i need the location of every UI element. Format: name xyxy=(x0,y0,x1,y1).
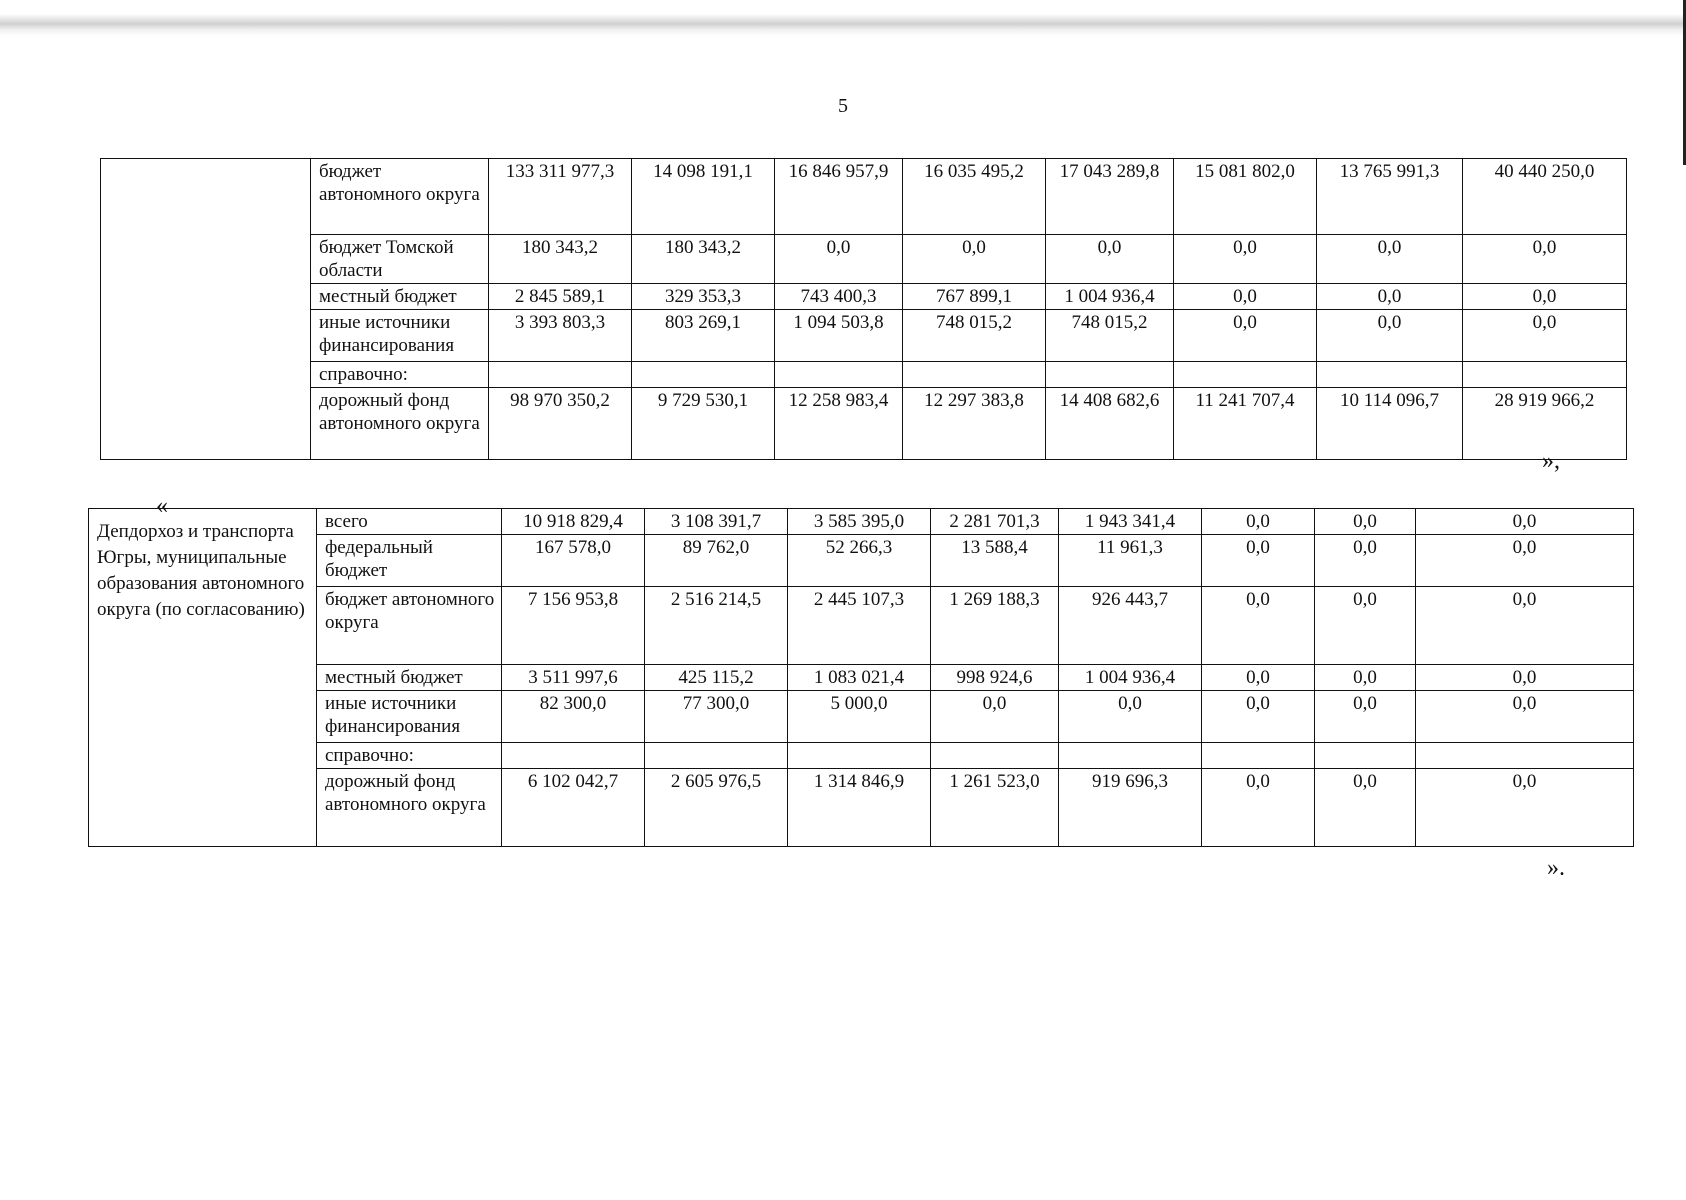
amount-cell: 0,0 xyxy=(1202,691,1315,743)
amount-cell: 82 300,0 xyxy=(502,691,645,743)
table-row xyxy=(89,691,1634,743)
amount-cell: 0,0 xyxy=(1202,665,1315,691)
amount-cell: 0,0 xyxy=(1046,235,1174,284)
amount-cell: 0,0 xyxy=(1416,769,1634,847)
responsible-executor-cell xyxy=(101,159,311,460)
amount-cell xyxy=(489,362,632,388)
amount-cell: 15 081 802,0 xyxy=(1174,159,1317,235)
amount-cell: 28 919 966,2 xyxy=(1463,388,1627,460)
amount-cell: 0,0 xyxy=(931,691,1059,743)
amount-cell: 1 004 936,4 xyxy=(1046,284,1174,310)
amount-cell: 5 000,0 xyxy=(788,691,931,743)
amount-cell: 180 343,2 xyxy=(489,235,632,284)
amount-cell: 0,0 xyxy=(1202,587,1315,665)
amount-cell: 0,0 xyxy=(1202,769,1315,847)
amount-cell: 0,0 xyxy=(1317,284,1463,310)
amount-cell: 11 961,3 xyxy=(1059,535,1202,587)
amount-cell: 425 115,2 xyxy=(645,665,788,691)
funding-source-label: местный бюджет xyxy=(311,284,489,310)
amount-cell: 1 261 523,0 xyxy=(931,769,1059,847)
amount-cell: 3 585 395,0 xyxy=(788,509,931,535)
amount-cell: 1 094 503,8 xyxy=(775,310,903,362)
amount-cell xyxy=(502,743,645,769)
table-row xyxy=(89,665,1634,691)
amount-cell xyxy=(1059,743,1202,769)
funding-source-label: местный бюджет xyxy=(317,665,502,691)
amount-cell: 0,0 xyxy=(1416,691,1634,743)
amount-cell: 0,0 xyxy=(1315,587,1416,665)
funding-source-label: бюджет автономного округа xyxy=(317,587,502,665)
table-row xyxy=(101,310,1627,362)
funding-source-label: иные источники финансирования xyxy=(311,310,489,362)
amount-cell: 0,0 xyxy=(1315,509,1416,535)
funding-source-label: бюджет автономного округа xyxy=(311,159,489,235)
amount-cell: 0,0 xyxy=(1416,535,1634,587)
amount-cell: 10 114 096,7 xyxy=(1317,388,1463,460)
budget-table-continued xyxy=(100,158,1627,460)
amount-cell xyxy=(1315,743,1416,769)
table-row xyxy=(101,235,1627,284)
table-row xyxy=(101,362,1627,388)
amount-cell: 12 258 983,4 xyxy=(775,388,903,460)
table-row xyxy=(101,284,1627,310)
funding-source-label: федеральный бюджет xyxy=(317,535,502,587)
amount-cell: 0,0 xyxy=(1463,310,1627,362)
amount-cell: 3 393 803,3 xyxy=(489,310,632,362)
amount-cell: 9 729 530,1 xyxy=(632,388,775,460)
amount-cell: 0,0 xyxy=(1416,665,1634,691)
amount-cell: 0,0 xyxy=(1315,769,1416,847)
budget-table-depdorkhoz xyxy=(88,508,1634,847)
amount-cell: 0,0 xyxy=(1315,665,1416,691)
amount-cell: 0,0 xyxy=(1174,310,1317,362)
amount-cell: 0,0 xyxy=(1416,587,1634,665)
amount-cell: 0,0 xyxy=(775,235,903,284)
amount-cell: 13 588,4 xyxy=(931,535,1059,587)
amount-cell: 167 578,0 xyxy=(502,535,645,587)
amount-cell: 743 400,3 xyxy=(775,284,903,310)
amount-cell xyxy=(1463,362,1627,388)
amount-cell: 0,0 xyxy=(1202,509,1315,535)
page-number: 5 xyxy=(838,95,848,117)
amount-cell xyxy=(1046,362,1174,388)
amount-cell: 748 015,2 xyxy=(903,310,1046,362)
amount-cell xyxy=(903,362,1046,388)
amount-cell: 0,0 xyxy=(903,235,1046,284)
funding-source-label: всего xyxy=(317,509,502,535)
amount-cell: 1 314 846,9 xyxy=(788,769,931,847)
amount-cell xyxy=(775,362,903,388)
amount-cell xyxy=(645,743,788,769)
table-body xyxy=(101,159,1627,460)
amount-cell xyxy=(1174,362,1317,388)
amount-cell: 14 408 682,6 xyxy=(1046,388,1174,460)
amount-cell: 1 269 188,3 xyxy=(931,587,1059,665)
amount-cell: 0,0 xyxy=(1317,310,1463,362)
amount-cell xyxy=(788,743,931,769)
amount-cell xyxy=(931,743,1059,769)
amount-cell: 2 445 107,3 xyxy=(788,587,931,665)
funding-source-label: справочно: xyxy=(317,743,502,769)
closing-quote-1: », xyxy=(1542,448,1560,474)
amount-cell: 52 266,3 xyxy=(788,535,931,587)
amount-cell: 11 241 707,4 xyxy=(1174,388,1317,460)
amount-cell: 0,0 xyxy=(1202,535,1315,587)
amount-cell: 2 845 589,1 xyxy=(489,284,632,310)
opening-quote: « xyxy=(156,493,168,519)
amount-cell: 3 108 391,7 xyxy=(645,509,788,535)
amount-cell xyxy=(1202,743,1315,769)
amount-cell: 1 083 021,4 xyxy=(788,665,931,691)
scan-edge-top xyxy=(0,14,1686,36)
table-row xyxy=(89,769,1634,847)
amount-cell: 17 043 289,8 xyxy=(1046,159,1174,235)
amount-cell: 16 846 957,9 xyxy=(775,159,903,235)
amount-cell: 0,0 xyxy=(1463,284,1627,310)
funding-source-label: иные источники финансирования xyxy=(317,691,502,743)
table-row xyxy=(101,159,1627,235)
amount-cell: 0,0 xyxy=(1174,284,1317,310)
amount-cell: 12 297 383,8 xyxy=(903,388,1046,460)
amount-cell xyxy=(1317,362,1463,388)
amount-cell: 3 511 997,6 xyxy=(502,665,645,691)
amount-cell: 1 943 341,4 xyxy=(1059,509,1202,535)
responsible-executor-cell: Депдорхоз и транспорта Югры, муниципальные образования автономного округа (по согласованию) xyxy=(89,509,317,847)
amount-cell: 77 300,0 xyxy=(645,691,788,743)
closing-quote-2: ». xyxy=(1547,855,1565,881)
amount-cell xyxy=(1416,743,1634,769)
amount-cell: 0,0 xyxy=(1416,509,1634,535)
amount-cell: 40 440 250,0 xyxy=(1463,159,1627,235)
amount-cell: 748 015,2 xyxy=(1046,310,1174,362)
amount-cell: 2 605 976,5 xyxy=(645,769,788,847)
amount-cell: 89 762,0 xyxy=(645,535,788,587)
amount-cell: 1 004 936,4 xyxy=(1059,665,1202,691)
amount-cell: 6 102 042,7 xyxy=(502,769,645,847)
amount-cell: 133 311 977,3 xyxy=(489,159,632,235)
amount-cell: 2 516 214,5 xyxy=(645,587,788,665)
amount-cell: 329 353,3 xyxy=(632,284,775,310)
amount-cell: 0,0 xyxy=(1059,691,1202,743)
amount-cell: 919 696,3 xyxy=(1059,769,1202,847)
amount-cell: 767 899,1 xyxy=(903,284,1046,310)
table-body xyxy=(89,509,1634,847)
funding-source-label: дорожный фонд автономного округа xyxy=(317,769,502,847)
amount-cell: 98 970 350,2 xyxy=(489,388,632,460)
amount-cell: 10 918 829,4 xyxy=(502,509,645,535)
funding-source-label: справочно: xyxy=(311,362,489,388)
funding-source-label: дорожный фонд автономного округа xyxy=(311,388,489,460)
table-row xyxy=(89,535,1634,587)
amount-cell: 0,0 xyxy=(1315,535,1416,587)
amount-cell: 2 281 701,3 xyxy=(931,509,1059,535)
amount-cell: 0,0 xyxy=(1317,235,1463,284)
amount-cell: 0,0 xyxy=(1315,691,1416,743)
amount-cell: 14 098 191,1 xyxy=(632,159,775,235)
amount-cell: 7 156 953,8 xyxy=(502,587,645,665)
amount-cell: 0,0 xyxy=(1463,235,1627,284)
amount-cell: 803 269,1 xyxy=(632,310,775,362)
amount-cell xyxy=(632,362,775,388)
amount-cell: 998 924,6 xyxy=(931,665,1059,691)
amount-cell: 16 035 495,2 xyxy=(903,159,1046,235)
table-row xyxy=(89,587,1634,665)
amount-cell: 13 765 991,3 xyxy=(1317,159,1463,235)
amount-cell: 0,0 xyxy=(1174,235,1317,284)
table-row xyxy=(89,743,1634,769)
table-row xyxy=(89,509,1634,535)
table-row xyxy=(101,388,1627,460)
amount-cell: 926 443,7 xyxy=(1059,587,1202,665)
funding-source-label: бюджет Томской области xyxy=(311,235,489,284)
amount-cell: 180 343,2 xyxy=(632,235,775,284)
